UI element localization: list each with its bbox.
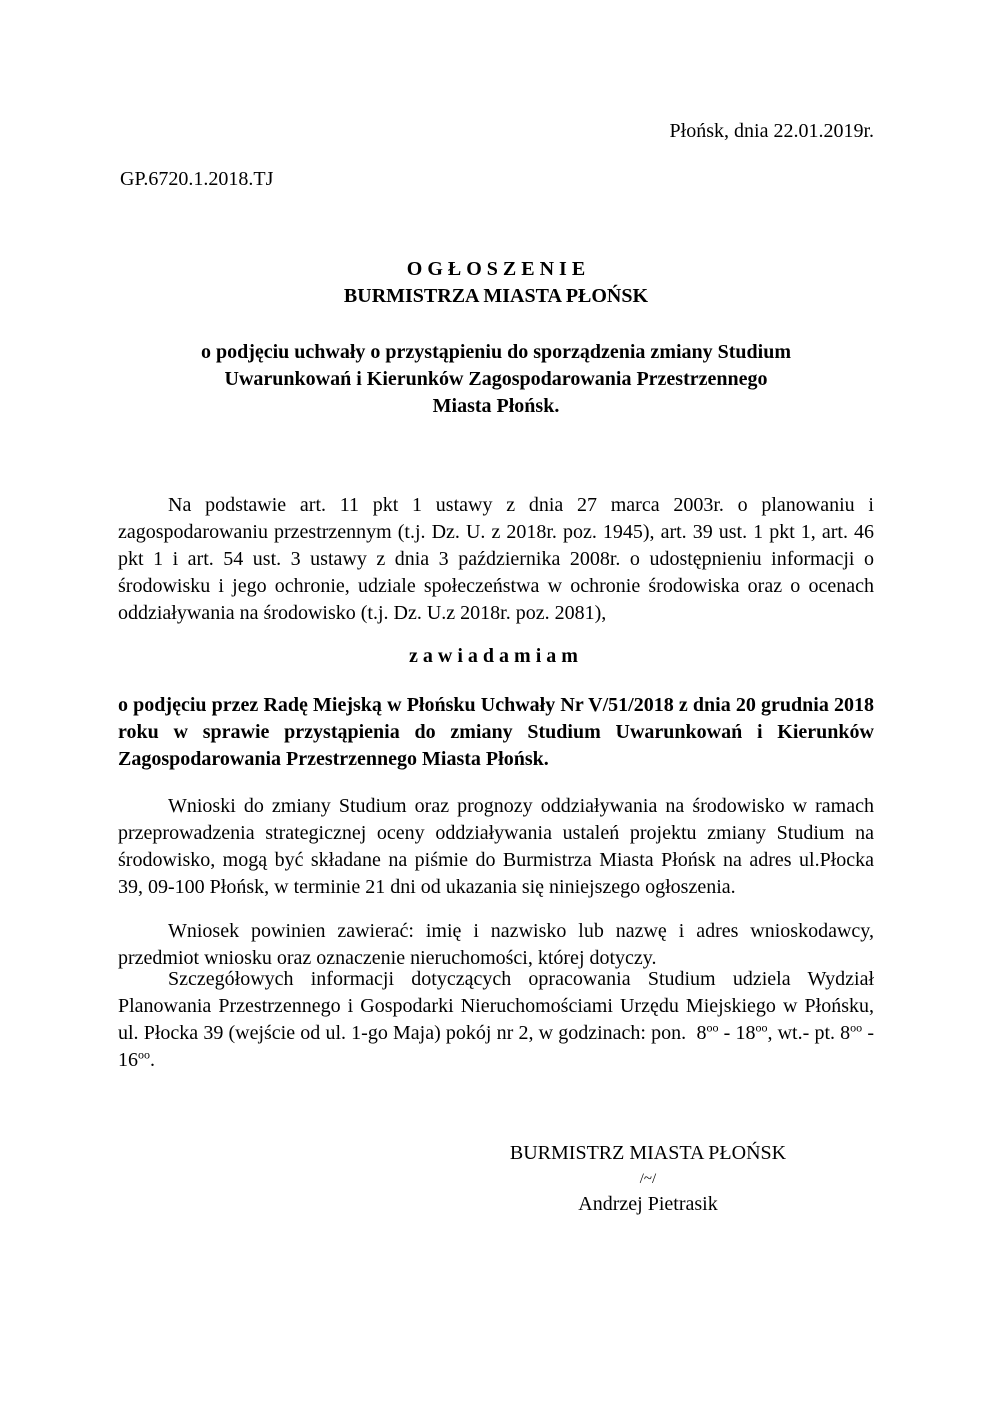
title-line-2: BURMISTRZA MIASTA PŁOŃSK xyxy=(343,285,649,307)
title-line-1: OGŁOSZENIE xyxy=(406,258,591,280)
subject-line-1: o podjęciu uchwały o przystąpieniu do sporządzenia zmiany Studium xyxy=(200,341,792,363)
hours-superscript: oo xyxy=(138,1047,150,1062)
hours-end: . xyxy=(150,1049,155,1071)
hours-tf-start: 8 xyxy=(840,1022,851,1044)
hours-weekdays-label: , wt.- pt. xyxy=(767,1022,841,1044)
document-title xyxy=(118,256,874,310)
info-paragraph xyxy=(118,966,874,1074)
resolution-paragraph: o podjęciu przez Radę Miejską w Płońsku Uchwały Nr V/51/2018 z dnia 20 grudnia 2018 roku w sprawie przystąpienia do zmiany Studium Uwarunkowań i Kierunków Zagospodarowania Przestrzennego Miasta Płońsk. xyxy=(118,694,874,770)
hours-superscript: oo xyxy=(755,1020,768,1035)
legal-basis-paragraph: Na podstawie art. 11 pkt 1 ustawy z dnia 27 marca 2003r. o planowaniu i zagospodarowaniu przestrzennym (t.j. Dz. U. z 2018r. poz. 1945), art. 39 ust. 1 pkt 1, art. 46 pkt 1 i art. 54 ust. 3 ustawy z dnia 3 października 2008r. o udostępnieniu informacji o środowisku i jego ochronie, udziale społeczeństwa w ochronie środowiska oraz o ocenach oddziaływania na środowisko (t.j. Dz. U.z 2018r. poz. 2081), xyxy=(118,494,874,624)
hours-superscript: oo xyxy=(850,1020,863,1035)
signature-title: BURMISTRZ MIASTA PŁOŃSK xyxy=(509,1142,787,1164)
proposal-content-paragraph: Wniosek powinien zawierać: imię i nazwisko lub nazwę i adres wnioskodawcy, przedmiot wniosku oraz oznaczenie nieruchomości, której dotyczy. xyxy=(118,920,874,969)
reference-number: GP.6720.1.2018.TJ xyxy=(120,168,274,190)
hours-tf-end: 16 xyxy=(118,1049,138,1071)
hours-separator: - xyxy=(718,1022,736,1044)
signature-name: Andrzej Pietrasik xyxy=(578,1193,718,1215)
signature-block xyxy=(490,1140,806,1218)
signature-mark: /~/ xyxy=(639,1171,657,1187)
hours-superscript: oo xyxy=(706,1020,719,1035)
hours-separator: - xyxy=(862,1022,874,1044)
document-subject xyxy=(118,339,874,420)
info-text: Szczegółowych informacji dotyczących opracowania Studium udziela Wydział Planowania Przestrzennego i Gospodarki Nieruchomościami Urzędu Miejskiego w Płońsku, ul. Płocka 39 (wejście od ul. 1-go Maja) pokój nr 2, w godzinach: pon. xyxy=(118,968,874,1044)
subject-line-3: Miasta Płońsk. xyxy=(432,395,560,417)
announcement-word: zawiadamiam xyxy=(409,645,583,667)
proposals-paragraph: Wnioski do zmiany Studium oraz prognozy oddziaływania na środowisko w ramach przeprowadzenia strategicznej oceny oddziaływania ustaleń projektu zmiany Studium na środowisko, mogą być składane na piśmie do Burmistrza Miasta Płońsk na adres ul.Płocka 39, 09-100 Płońsk, w terminie 21 dni od ukazania się niniejszego ogłoszenia. xyxy=(118,795,874,898)
hours-mon-start: 8 xyxy=(696,1022,707,1044)
document-date: Płońsk, dnia 22.01.2019r. xyxy=(669,120,874,142)
hours-mon-end: 18 xyxy=(735,1022,756,1044)
subject-line-2: Uwarunkowań i Kierunków Zagospodarowania Przestrzennego xyxy=(224,368,768,390)
